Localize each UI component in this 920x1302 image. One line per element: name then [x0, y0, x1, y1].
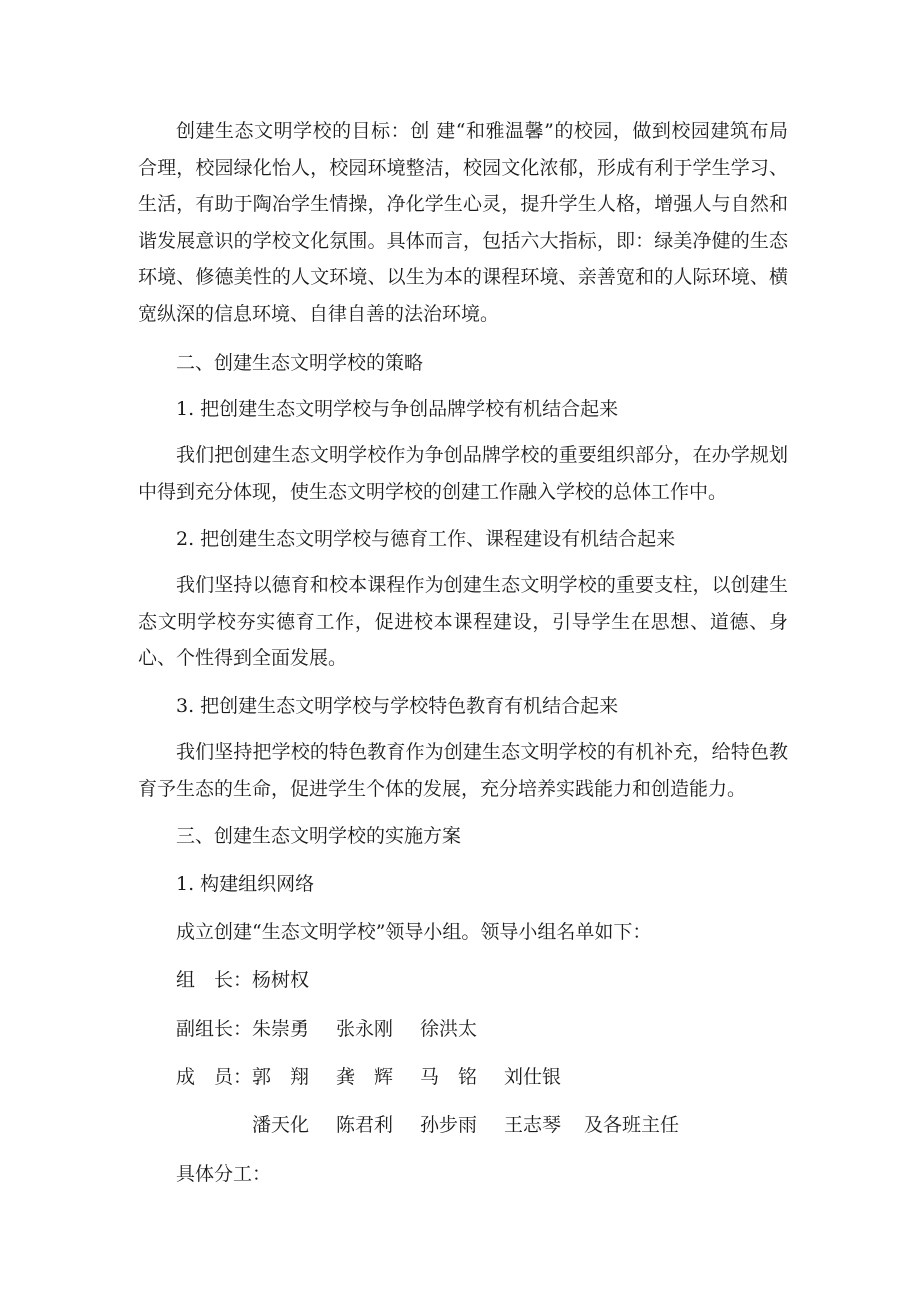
- strategy-3-body: 我们坚持把学校的特色教育作为创建生态文明学校的有机补充，给特色教育予生态的生命，促进学生个体的发展，充分培养实践能力和创造能力。: [138, 741, 788, 800]
- leader-row: [176, 962, 309, 999]
- member-name: 潘天化: [252, 1114, 310, 1136]
- strategy-2-body: 我们坚持以德育和校本课程作为创建生态文明学校的重要支柱，以创建生态文明学校夯实德育工作，促进校本课程建设，引导学生在思想、道德、身心、个性得到全面发展。: [138, 574, 788, 669]
- goal-paragraph: 创建生态文明学校的目标：创 建“和雅温馨”的校园，做到校园建筑布局合理，校园绿化怡人，校园环境整洁，校园文化浓郁，形成有利于学生学习、生活，有助于陶冶学生情操，净化学生心灵，提升学生人格，增强人与自然和谐发展意识的学校文化氛围。具体而言，包括六大指标，即：绿美净健的生态环境、修德美性的人文环境、以生为本的课程环境、亲善宽和的人际环境、横宽纵深的信息环境、自律自善的法治环境。: [138, 120, 788, 325]
- member-name: 郭 翔: [252, 1066, 310, 1088]
- section-3-heading: 三、创建生态文明学校的实施方案: [176, 825, 462, 847]
- member-name: 龚 辉: [336, 1066, 394, 1088]
- leader-label: 组 长：: [176, 969, 253, 991]
- member-name: 刘仕银: [504, 1066, 562, 1088]
- section-2-heading: 二、创建生态文明学校的策略: [176, 352, 424, 374]
- member-label: 成 员：: [176, 1066, 253, 1088]
- members-row-2: [252, 1107, 679, 1144]
- leader-name: 杨树权: [252, 969, 310, 991]
- deputy-row: [176, 1011, 477, 1048]
- member-name: 孙步雨: [420, 1114, 478, 1136]
- strategy-3-heading: 3. 把创建生态文明学校与学校特色教育有机结合起来: [176, 695, 619, 717]
- member-name: 陈君利: [336, 1114, 394, 1136]
- deputy-label: 副组长：: [176, 1018, 253, 1040]
- member-name: 王志琴: [504, 1114, 562, 1136]
- strategy-1-heading: 1. 把创建生态文明学校与争创品牌学校有机结合起来: [176, 398, 619, 420]
- plan-1-body: 成立创建“生态文明学校”领导小组。领导小组名单如下：: [176, 921, 652, 943]
- deputy-name: 朱崇勇: [252, 1018, 310, 1040]
- members-row-1: [176, 1059, 561, 1096]
- strategy-1-body: 我们把创建生态文明学校作为争创品牌学校的重要组织部分，在办学规划中得到充分体现，使生态文明学校的创建工作融入学校的总体工作中。: [138, 444, 788, 503]
- plan-1-heading: 1. 构建组织网络: [176, 873, 315, 895]
- deputy-name: 张永刚: [336, 1018, 394, 1040]
- member-name: 马 铭: [420, 1066, 478, 1088]
- division-label: 具体分工：: [176, 1163, 272, 1185]
- deputy-name: 徐洪太: [420, 1018, 478, 1040]
- member-note: 及各班主任: [584, 1114, 680, 1136]
- strategy-2-heading: 2. 把创建生态文明学校与德育工作、课程建设有机结合起来: [176, 528, 676, 550]
